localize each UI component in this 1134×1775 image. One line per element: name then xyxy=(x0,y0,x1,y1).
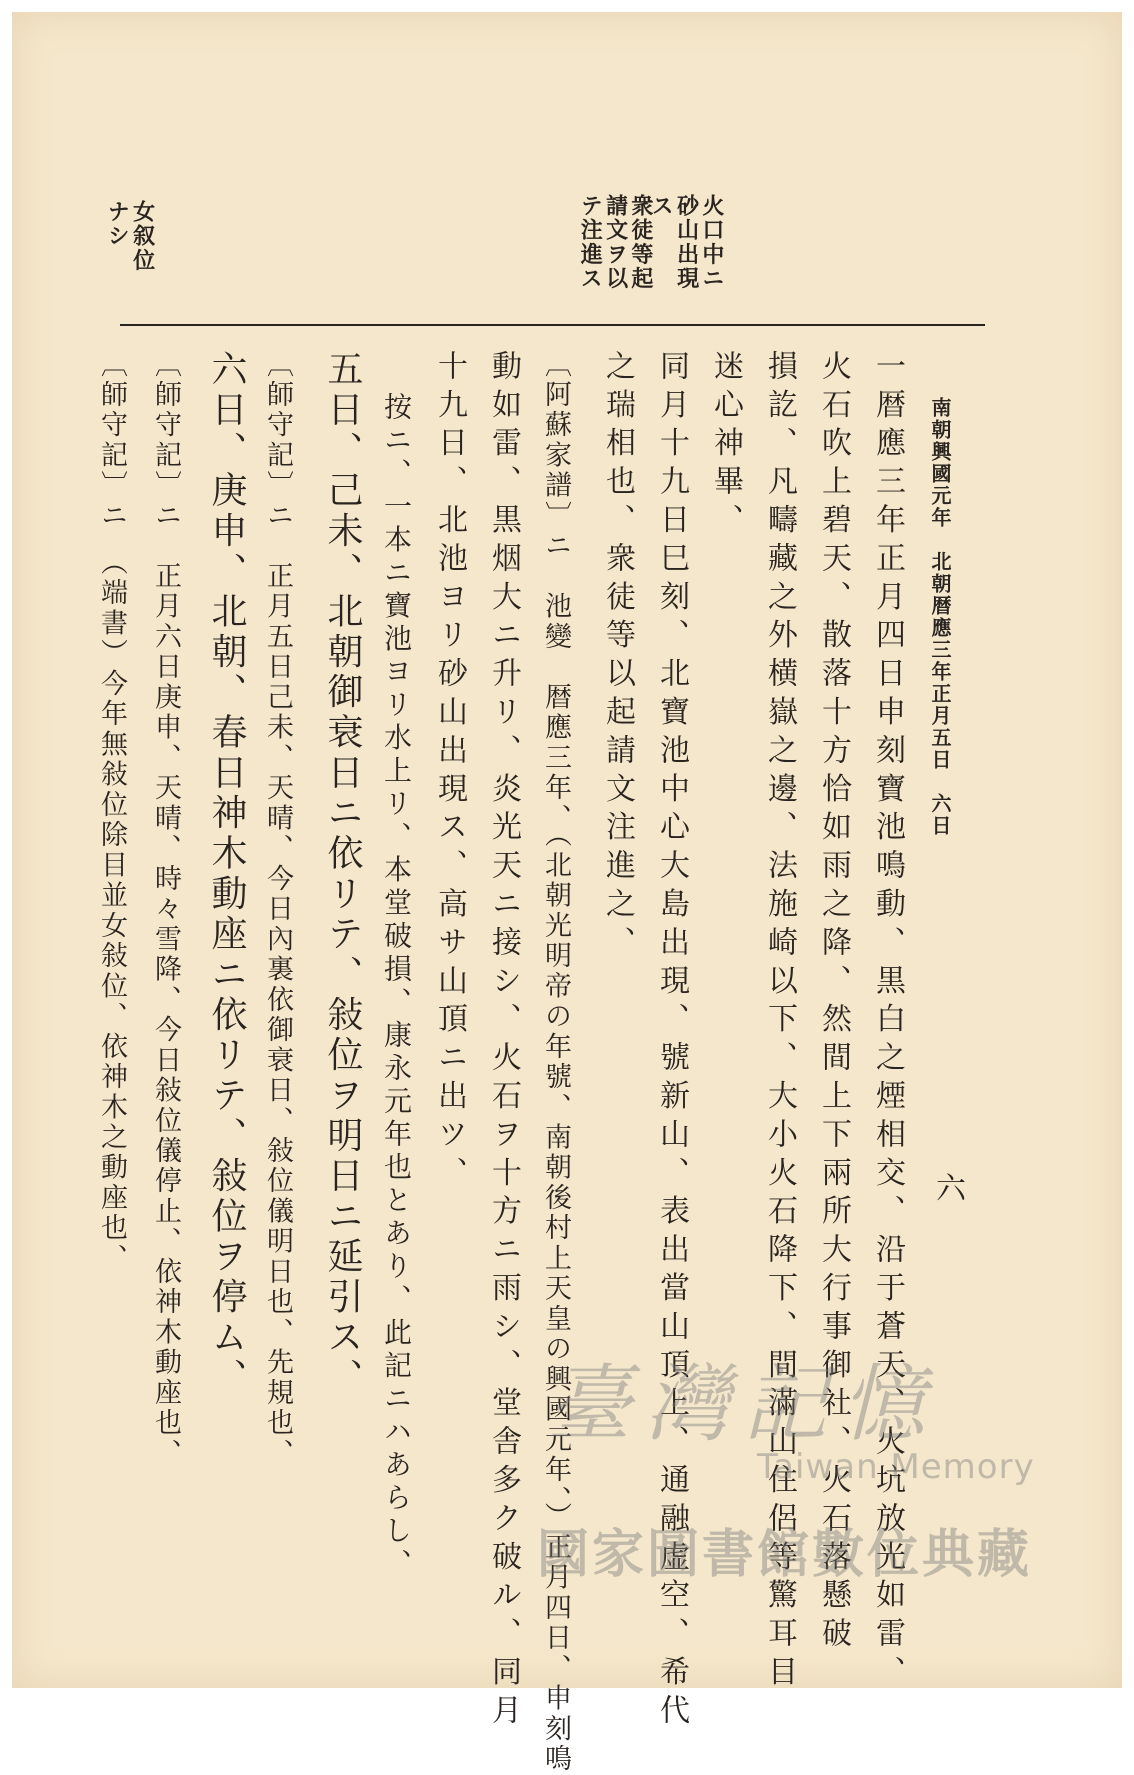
margin-note-petition: 衆徒等起請文ヲ以テ注進ス xyxy=(577,194,654,291)
library-watermark xyxy=(537,1337,1077,1607)
body-column-5: 同月十九日巳刻、北寶池中心大島出現、號新山、表出當山頂上、通融虚空、希代 xyxy=(654,350,689,1733)
body-column-12: 〔師守記〕ニ 正月五日己未、天晴、今日內裏依御衰日、敍位儀明日也、先規也、 xyxy=(262,350,293,1469)
body-column-8: 動如雷、黒烟大ニ升リ、炎光天ニ接シ、火石ヲ十方ニ雨シ、堂舎多ク破ル、同月 xyxy=(486,350,521,1733)
margin-note-crater: 火口中ニ砂山出現ス xyxy=(648,194,725,291)
body-column-2: 火石吹上碧天、散落十方恰如雨之降、然間上下兩所大行事御社、火石落懸破 xyxy=(816,350,851,1656)
running-title: 南朝興國元年 北朝暦應三年正月五日 六日 xyxy=(928,397,952,837)
margin-note-female-rank: 女叙位ナシ xyxy=(104,200,156,273)
header-rule xyxy=(120,324,985,326)
watermark-english: Taiwan Memory xyxy=(757,1447,1035,1487)
body-column-6: 之瑞相也、衆徒等以起請文注進之、 xyxy=(600,350,635,965)
body-column-4: 迷心神畢、 xyxy=(708,350,743,542)
body-column-11: 五日、己未、北朝御衰日ニ依リテ、敍位ヲ明日ニ延引ス、 xyxy=(322,350,363,1399)
document-page xyxy=(12,12,1122,1775)
body-column-15: 〔師守記〕ニ （端書）今年無敍位除目並女敍位、依神木之動座也、 xyxy=(96,350,127,1274)
body-column-9: 十九日、北池ヨリ砂山出現ス、高サ山頂ニ出ツ、 xyxy=(432,350,467,1195)
body-column-7: 〔阿蘇家譜〕ニ 池變 暦應三年、（北朝光明帝の年號、南朝後村上天皇の興國元年、）正月四日、申刻鳴 xyxy=(540,350,571,1775)
page-number: 六 xyxy=(930,1172,965,1211)
body-column-3: 損訖、凡疇藏之外横嶽之邊、法施崎以下、大小火石降下、間滿山住侶等驚耳目 xyxy=(762,350,797,1694)
watermark-chinese: 臺灣記憶 xyxy=(547,1355,940,1453)
watermark-library: 國家圖書館數位典藏 xyxy=(537,1525,1033,1585)
body-column-1: 一暦應三年正月四日申刻寶池鳴動、黒白之煙相交、沿于蒼天、火坑放光如雷、 xyxy=(870,350,905,1694)
body-column-10: 按ニ、一本ニ寶池ヨリ水上リ、本堂破損、康永元年也とあり、此記ニハあらし、 xyxy=(380,392,413,1582)
body-column-14: 〔師守記〕ニ 正月六日庚申、天晴、時々雪降、今日敍位儀停止、依神木動座也、 xyxy=(150,350,181,1469)
body-column-13: 六日、庚申、北朝、春日神木動座ニ依リテ、敍位ヲ停ム、 xyxy=(206,350,247,1399)
